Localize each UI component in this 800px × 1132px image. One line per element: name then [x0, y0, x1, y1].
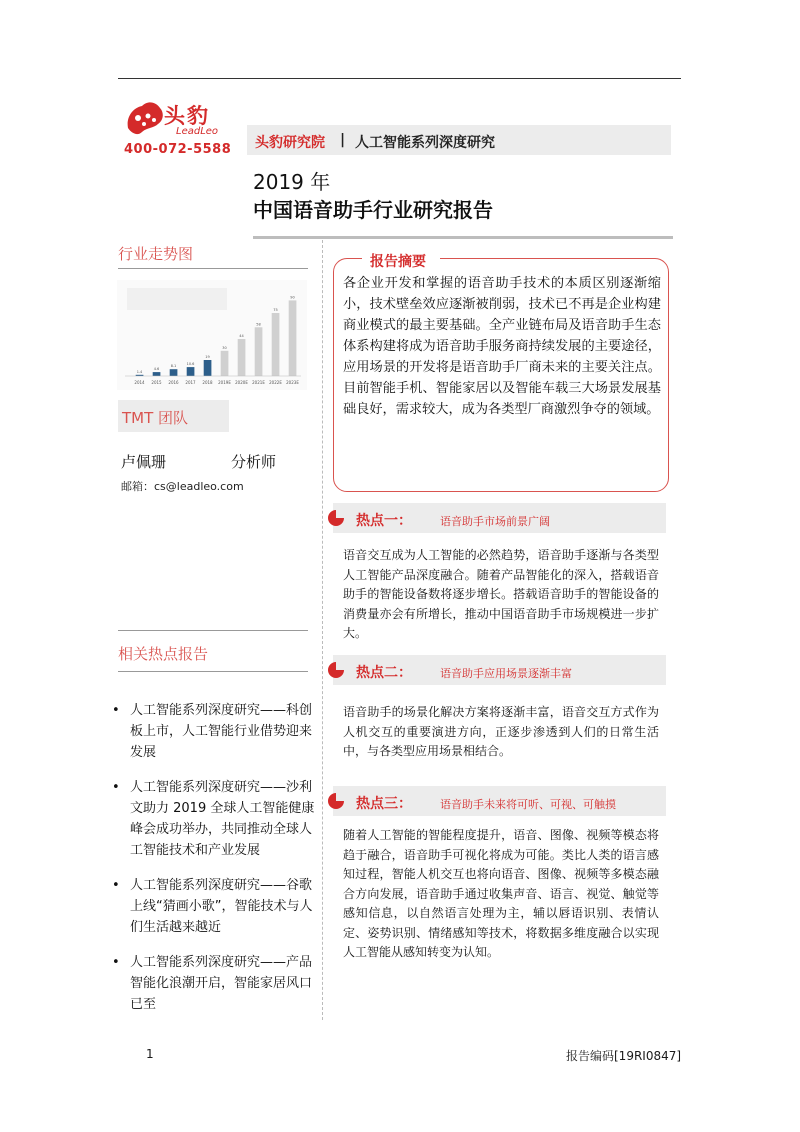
- chart-tick-label: 2021E: [252, 380, 265, 385]
- trend-chart: [117, 280, 307, 390]
- hotspot-label: 热点二：: [356, 665, 412, 681]
- brand-name-en: LeadLeo: [176, 126, 219, 137]
- leopard-logo-icon: [124, 98, 166, 138]
- related-report-item[interactable]: • 人工智能系列深度研究——科创板上市，人工智能行业借势迎来发展: [112, 703, 313, 760]
- page-number: 1: [146, 1047, 154, 1061]
- chart-bar-2021E: [255, 327, 263, 376]
- analyst-email[interactable]: 邮箱：cs@leadleo.com: [121, 480, 244, 493]
- chart-data-label: 44: [239, 334, 244, 338]
- analyst-role: 分析师: [231, 453, 277, 471]
- chart-tick-label: 2014: [134, 380, 145, 385]
- pie-marker-icon: [328, 793, 344, 809]
- hotspot-label: 热点一：: [356, 513, 412, 529]
- hotspot-text: 语音交互成为人工智能的必然趋势，语音助手逐渐与各类型人工智能产品深度融合。随着产品智能化的深入，搭载语音助手的智能设备数将逐步增长。搭载语音助手的智能设备的消费量亦会有所增长，推动中国语音助手市场规模进一步扩大。: [343, 548, 659, 640]
- chart-bar-2015: [153, 372, 161, 376]
- title-underline: [253, 236, 673, 239]
- hotspot-subtitle: 语音助手应用场景逐渐丰富: [440, 667, 572, 680]
- chart-data-label: 58: [256, 322, 261, 327]
- trend-rule: [118, 268, 308, 269]
- chart-tick-label: 2016: [168, 380, 179, 385]
- chart-data-label: 8.1: [170, 364, 177, 369]
- chart-bar-2018: [204, 360, 212, 376]
- pie-marker-icon: [328, 510, 344, 526]
- chart-legend-box: [127, 288, 227, 310]
- report-year: 2019 年: [253, 170, 331, 194]
- related-report-item[interactable]: • 人工智能系列深度研究——产品智能化浪潮开启，智能家居风口已至: [112, 955, 313, 1012]
- column-divider: [322, 240, 323, 1020]
- chart-data-label: 90: [290, 295, 295, 300]
- brand-name: 头豹: [164, 104, 210, 128]
- related-report-item[interactable]: • 人工智能系列深度研究——沙利文助力 2019 全球人工智能健康峰会成功举办，共同推动全球人工智能技术和产业发展: [112, 780, 315, 858]
- report-code: 报告编码[19RI0847]: [566, 1049, 682, 1063]
- chart-data-label: 30: [222, 345, 227, 350]
- hotspot-subtitle: 语音助手未来将可听、可视、可触摸: [440, 798, 616, 811]
- report-title: 中国语音助手行业研究报告: [253, 198, 493, 222]
- chart-tick-label: 2019E: [218, 380, 231, 385]
- hotspot-text: 随着人工智能的智能程度提升，语音、图像、视频等模态将趋于融合，语音助手可视化将成为可能。类比人类的语言感知过程，智能人机交互也将向语音、图像、视频等多模态融合方向发展，语音助手通过收集声音、语言、视觉、触觉等感知信息，以自然语言处理为主，辅以唇语识别、表情认定、姿势识别、情绪感知等技术，将数据多维度融合以实现人工智能从感知转变为认知。: [343, 828, 659, 959]
- team-heading: TMT 团队: [122, 409, 189, 427]
- hotspot-text: 语音助手的场景化解决方案将逐渐丰富，语音交互方式作为人机交互的重要演进方向，正逐步渗透到人们的日常生活中，与各类型应用场景相结合。: [343, 705, 659, 758]
- related-rule-bottom: [118, 671, 308, 672]
- summary-label: 报告摘要: [370, 254, 426, 270]
- chart-bar-2020E: [238, 339, 246, 376]
- related-rule-top: [118, 630, 308, 631]
- pie-marker-icon: [328, 662, 344, 678]
- chart-bar-2017: [187, 367, 195, 376]
- banner-separator: |: [340, 132, 346, 148]
- chart-tick-label: 2022E: [269, 380, 282, 385]
- top-rule: [118, 78, 681, 79]
- chart-bar-2016: [170, 369, 178, 376]
- institute-label: 头豹研究院: [255, 135, 325, 151]
- related-heading: 相关热点报告: [118, 645, 209, 663]
- related-report-item[interactable]: • 人工智能系列深度研究——谷歌上线“猜画小歌”，智能技术与人们生活越来越近: [112, 878, 313, 935]
- chart-tick-label: 2017: [185, 380, 196, 385]
- chart-tick-label: 2020E: [235, 380, 248, 385]
- chart-bar-2022E: [272, 313, 280, 376]
- chart-tick-label: 2023E: [286, 380, 299, 385]
- chart-data-label: 10.6: [186, 362, 195, 367]
- series-label: 人工智能系列深度研究: [355, 135, 495, 151]
- related-report-list: [112, 700, 317, 1029]
- analyst-name: 卢佩珊: [121, 453, 167, 471]
- chart-bar-2023E: [289, 300, 297, 376]
- summary-text: 各企业开发和掌握的语音助手技术的本质区别逐渐缩小，技术壁垒效应逐渐被削弱，技术已不再是企业构建商业模式的最主要基础。全产业链布局及语音助手生态体系构建将成为语音助手服务商持续发展的主要途径，应用场景的开发将是语音助手厂商未来的主要关注点。目前智能手机、智能家居以及智能车载三大场景发展基础良好，需求较大，成为各类型厂商激烈争夺的领域。: [343, 276, 661, 417]
- hotspot-subtitle: 语音助手市场前景广阔: [440, 515, 550, 528]
- chart-data-label: 4.6: [153, 367, 160, 372]
- chart-data-label: 75: [273, 308, 278, 312]
- hotspot-label: 热点三：: [356, 796, 412, 812]
- chart-data-label: 1.4: [136, 369, 143, 374]
- phone-number: 400-072-5588: [124, 142, 232, 157]
- chart-tick-label: 2018: [202, 380, 213, 385]
- chart-tick-label: 2015: [151, 380, 162, 385]
- chart-data-label: 19: [205, 355, 210, 359]
- chart-bar-2019E: [221, 351, 229, 376]
- trend-heading: 行业走势图: [118, 245, 194, 263]
